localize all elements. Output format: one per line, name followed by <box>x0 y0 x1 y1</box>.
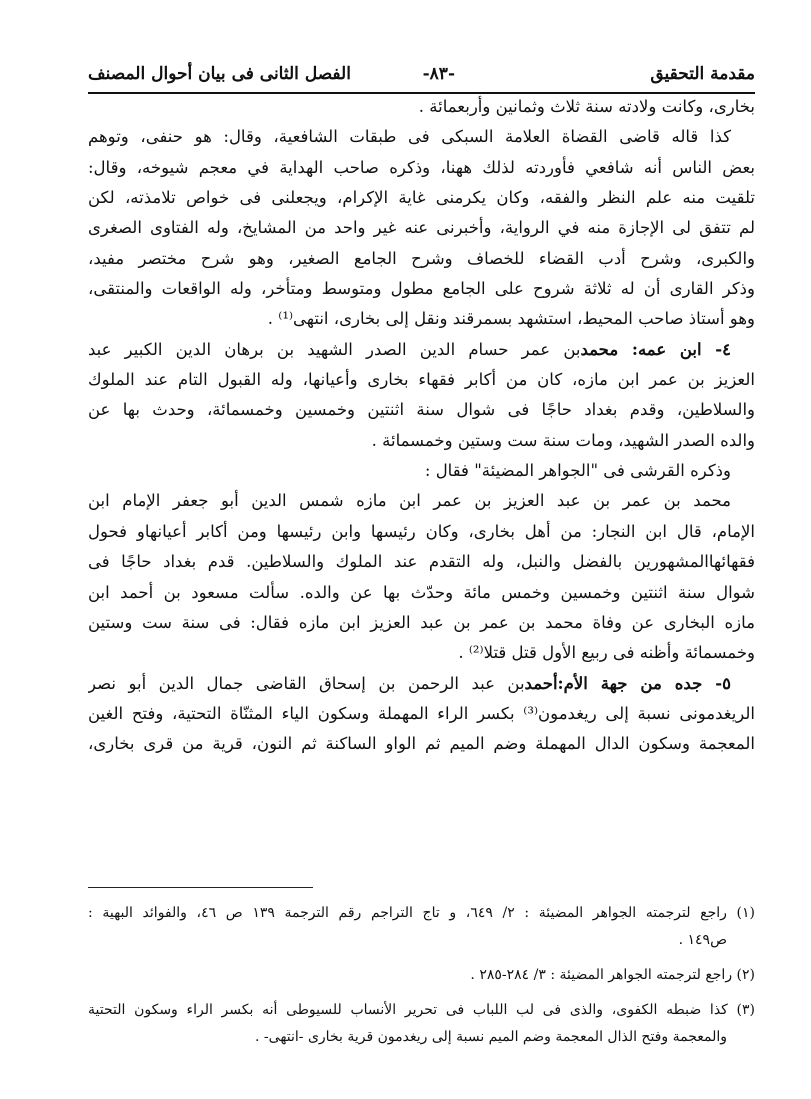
footnote <box>88 962 755 989</box>
line-text: بعض الناس أنه شافعي فأوردته لذلك ههنا، وذكره صاحب الهداية في معجم شيوخه، وقال: <box>88 157 755 177</box>
text-line <box>88 395 755 425</box>
running-header <box>88 60 755 90</box>
text-line <box>88 608 755 638</box>
text-line <box>88 456 755 486</box>
line-text: بخارى، وكانت ولادته سنة ثلاث وثمانين وأربعمائة . <box>418 97 755 116</box>
text-line <box>88 547 755 577</box>
text-line <box>88 669 755 699</box>
footnote <box>88 900 755 954</box>
book-section-title: مقدمة التحقيق <box>650 64 755 84</box>
text-line <box>88 304 755 334</box>
text-line <box>88 274 755 304</box>
footnote-line: (٢) راجع لترجمته الجواهر المضيئة : ٣/ ٢٨٤-٢٨٥ . <box>470 967 755 983</box>
text-line <box>88 122 755 152</box>
line-text: تلقيت منه علم النظر والفقه، وكان يكرمنى غاية الإكرام، ويجعلنى فى خواص تلامذته، لكن <box>88 188 755 208</box>
line-text: كذا قاله قاضى القضاة العلامة السبكى فى طبقات الشافعية، وقال: هو حنفى، وتوهم <box>88 127 731 147</box>
text-line <box>88 638 755 668</box>
footnote-separator <box>88 887 313 888</box>
text-line <box>88 153 755 183</box>
line-text: والسلاطين، وقدم بغداد حاجًا فى شوال سنة اثنتين وخمسين وخمسمائة، وحدث بها عن <box>88 400 755 420</box>
text-line <box>88 578 755 608</box>
text-line <box>88 517 755 547</box>
line-text: والكبرى، وشرح أدب القضاء للخصاف وشرح الجامع الصغير، وهو شرح مختصر مفيد، <box>88 248 755 268</box>
line-text: فقهائهاالمشهورين بالفضل والنبل، وله التقدم عند الملوك والسلاطين. قدم بغداد حاجًا فى <box>88 552 755 572</box>
entry-heading: ٥- جده من جهة الأم:أحمد <box>524 673 731 693</box>
footnotes <box>88 900 755 1059</box>
text-line <box>88 92 755 122</box>
footnote-line: (٣) كذا ضبطه الكفوى، والذى فى لب اللباب فى تحرير الأنساب للسيوطى أنه بكسر الراء وسكون التحتية <box>88 1002 755 1018</box>
text-line <box>88 244 755 274</box>
line-text: لم تتفق لى الإجازة منه في الرواية، وأخبرنى عنه غير واحد من المشايخ، وله الفتاوى الصغرى <box>88 218 755 238</box>
line-text: الريغدمونى نسبة إلى ريغدمون⁽³⁾ بكسر الراء المهملة وسكون الياء المثنّاة التحتية، وفتح الغين <box>88 703 755 723</box>
line-text: العزيز بن عمر ابن مازه، كان من أكابر فقهاء بخارى وأعيانها، وله القبول التام عند الملوك <box>88 370 755 390</box>
text-line <box>88 365 755 395</box>
footnote <box>88 997 755 1051</box>
text-line <box>88 729 755 759</box>
line-text: محمد بن عمر بن عبد العزيز بن عمر ابن مازه شمس الدين أبو جعفر الإمام ابن <box>88 491 731 511</box>
footnote-line: ص١٤٩ . <box>678 932 727 948</box>
line-text: شوال سنة اثنتين وخمسين وخمس مائة وحدّث بها عن والده. سألت مسعود بن أحمد ابن <box>88 582 755 602</box>
line-text: الإمام، قال ابن النجار: من أهل بخارى، وكان رئيسها وابن رئيسها ومن أكابر أعيانهاو فحول <box>88 521 755 541</box>
line-text: مازه البخارى عن وفاة محمد بن عمر بن عبد العزيز ابن مازه فقال: فى سنة ست وستين <box>88 612 755 632</box>
line-text: وخمسمائة وأظنه فى ربيع الأول قتل قتلا⁽²⁾ . <box>458 643 755 663</box>
text-line <box>88 486 755 516</box>
text-line <box>88 183 755 213</box>
entry-heading: ٤- ابن عمه: محمد <box>580 339 731 359</box>
footnote-line: (١) راجع لترجمته الجواهر المضيئة : ٢/ ٦٤٩، و تاج التراجم رقم الترجمة ١٣٩ ص ٤٦، والفوائد البهية : <box>88 905 755 921</box>
line-text: المعجمة وسكون الدال المهملة وضم الميم ثم الواو الساكنة ثم النون، قرية من قرى بخارى، <box>88 734 755 754</box>
line-text: بن عمر حسام الدين الصدر الشهيد بن برهان الدين الكبير عبد <box>88 339 581 359</box>
text-line <box>88 426 755 456</box>
footnote-line: والمعجمة وفتح الذال المعجمة وضم الميم نسبة إلى ريغدمون قرية بخارى -انتهى- . <box>255 1029 727 1045</box>
line-text: وذكر القارى أن له ثلاثة شروح على الجامع مطول ومتوسط ومتأخر، وله الواقعات والمنتقى، <box>88 279 755 299</box>
text-line <box>88 699 755 729</box>
main-text <box>88 92 755 760</box>
page-number: -٨٣- <box>422 64 455 84</box>
text-line <box>88 213 755 243</box>
line-text: بن عبد الرحمن بن إسحاق القاضى جمال الدين أبو نصر <box>88 673 525 693</box>
text-line <box>88 335 755 365</box>
line-text: وهو أستاذ صاحب المحيط، استشهد بسمرقند ونقل إلى بخارى، انتهى⁽¹⁾ . <box>267 309 755 329</box>
line-text: والده الصدر الشهيد، ومات سنة ست وستين وخمسمائة . <box>371 430 755 450</box>
line-text: وذكره القرشى فى "الجواهر المضيئة" فقال : <box>424 461 731 481</box>
chapter-title: الفصل الثانى فى بيان أحوال المصنف <box>88 64 351 84</box>
